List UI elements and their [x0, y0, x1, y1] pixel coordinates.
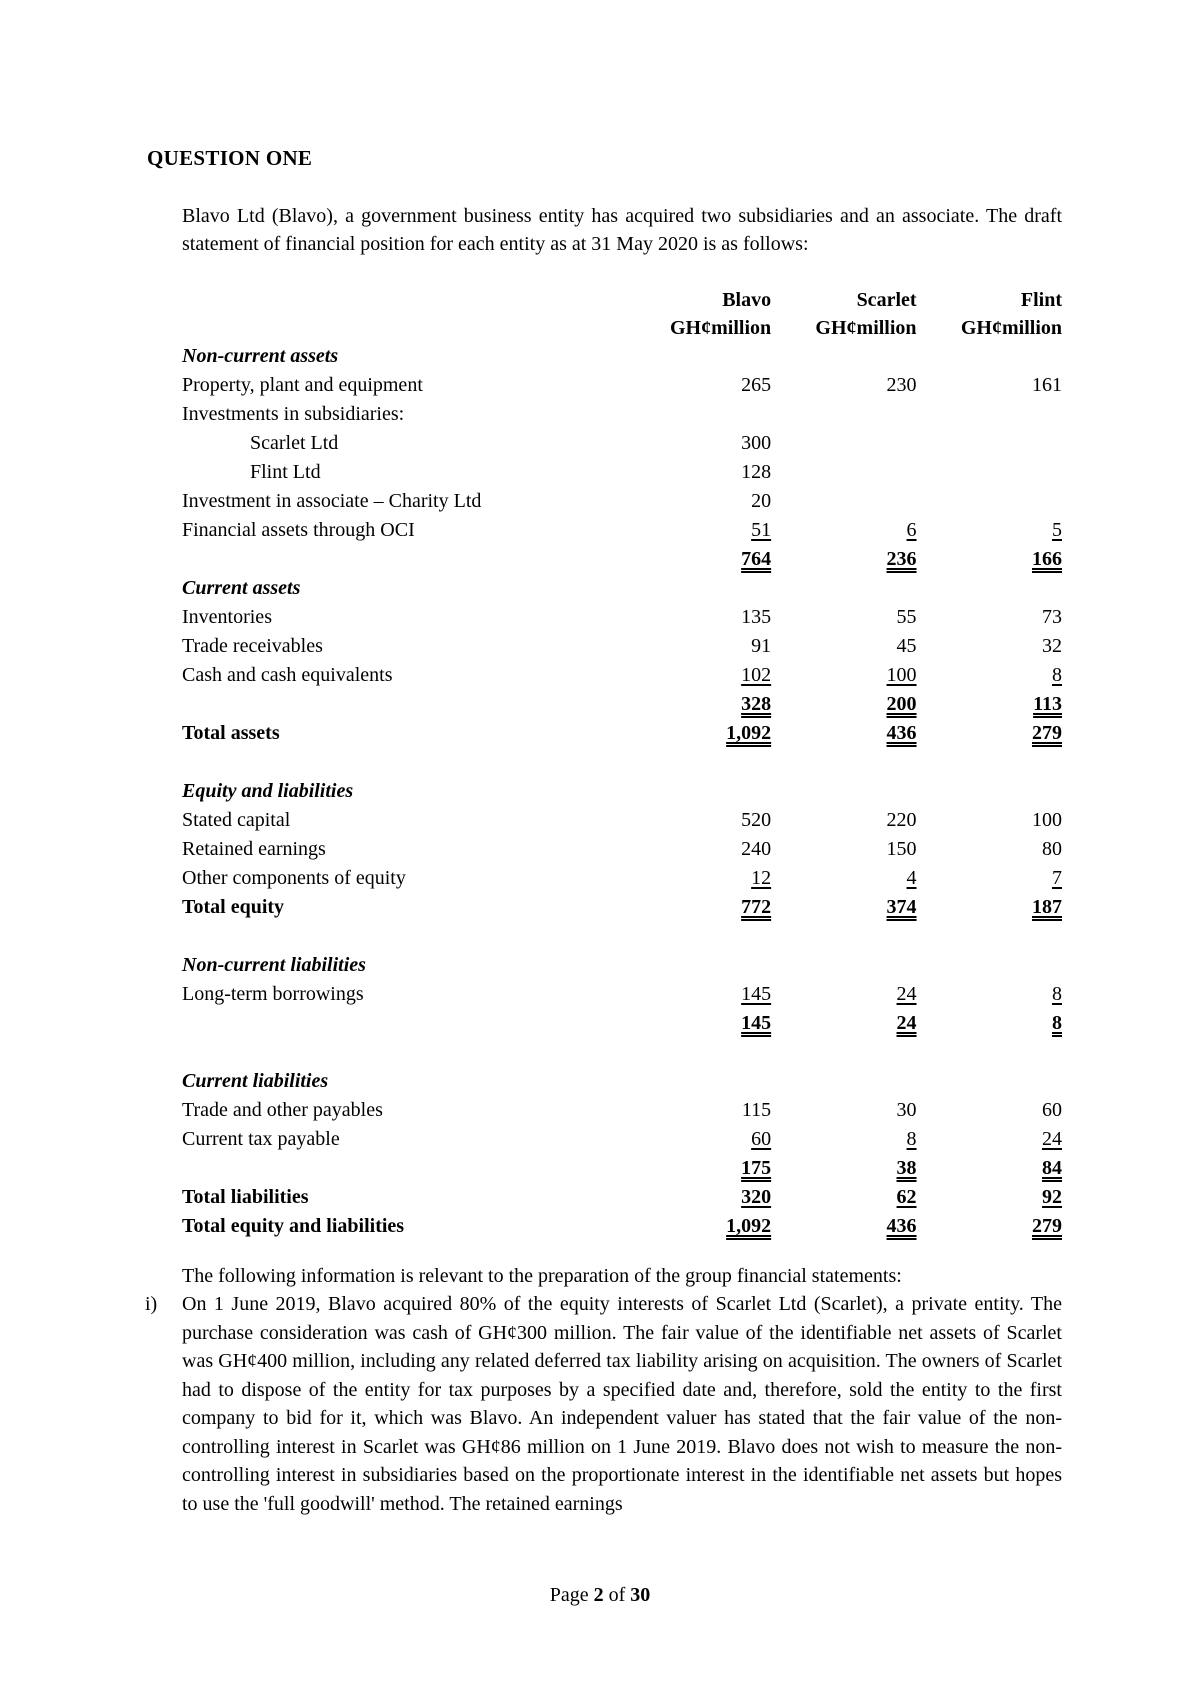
table-row: [182, 1125, 1062, 1154]
cell-value: [626, 893, 771, 922]
cell-text: 12: [751, 867, 772, 889]
cell-text: 73: [1042, 606, 1062, 628]
cell-value: [626, 690, 771, 719]
cell-value: [626, 806, 771, 835]
cell-text: 265: [741, 374, 772, 396]
table-row: [182, 980, 1062, 1009]
cell-text: 8: [906, 1128, 917, 1150]
cell-value: [771, 516, 916, 545]
financial-position-table: [182, 286, 1062, 1241]
table-row: [182, 574, 1062, 603]
table-row: [182, 690, 1062, 719]
cell-value: [626, 487, 771, 516]
row-label: [182, 690, 626, 719]
cell-text: 145: [741, 983, 772, 1005]
cell-text: 230: [886, 374, 917, 396]
cell-value: [917, 690, 1062, 719]
cell-text: 1,092: [726, 722, 772, 744]
cell-text: 374: [886, 896, 917, 918]
cell-value: [917, 458, 1062, 487]
table-row: [182, 487, 1062, 516]
cell-text: 187: [1032, 896, 1062, 918]
table-row: [182, 429, 1062, 458]
cell-value: [771, 690, 916, 719]
cell-text: 520: [741, 809, 772, 831]
table-row: [182, 777, 1062, 806]
cell-value: [917, 1183, 1062, 1212]
row-label: Current assets: [182, 577, 301, 599]
cell-value: [917, 1212, 1062, 1241]
row-label: Total equity and liabilities: [182, 1215, 405, 1237]
table-row: [182, 516, 1062, 545]
cell-value: [771, 893, 916, 922]
cell-value: [917, 1125, 1062, 1154]
cell-value: [917, 922, 1062, 951]
following-info-text: The following information is relevant to the preparation of the group financial statements:: [182, 1265, 902, 1287]
cell-value: [771, 777, 916, 806]
row-label: Total assets: [182, 722, 280, 744]
cell-text: 135: [741, 606, 772, 628]
cell-text: 51: [751, 519, 772, 541]
cell-value: [626, 661, 771, 690]
cell-text: 8: [1052, 983, 1062, 1005]
cell-value: [917, 719, 1062, 748]
question-heading: QUESTION ONE: [147, 146, 313, 170]
cell-value: [917, 545, 1062, 574]
table-row: [182, 632, 1062, 661]
cell-value: [626, 1009, 771, 1038]
cell-text: 84: [1042, 1157, 1062, 1179]
cell-value: [771, 980, 916, 1009]
cell-text: 102: [741, 664, 772, 686]
cell-value: [771, 864, 916, 893]
page-footer: [0, 1584, 1200, 1607]
cell-value: [626, 922, 771, 951]
cell-text: 145: [741, 1012, 772, 1034]
cell-value: [917, 632, 1062, 661]
footer-middle: of: [603, 1584, 631, 1606]
cell-value: [626, 1067, 771, 1096]
cell-value: [917, 1038, 1062, 1067]
table-row: [182, 1183, 1062, 1212]
cell-text: 279: [1032, 722, 1062, 744]
table-row: [182, 1067, 1062, 1096]
cell-value: [626, 574, 771, 603]
table-row: [182, 719, 1062, 748]
cell-text: 320: [741, 1186, 772, 1208]
row-label: Total liabilities: [182, 1186, 309, 1208]
table-row: [182, 748, 1062, 777]
cell-value: [626, 1038, 771, 1067]
row-label: Financial assets through OCI: [182, 519, 415, 541]
cell-text: 8: [1052, 1012, 1062, 1034]
table-row: [182, 1212, 1062, 1241]
cell-value: [917, 429, 1062, 458]
row-label: Scarlet Ltd: [250, 432, 339, 454]
row-label: Investments in subsidiaries:: [182, 403, 405, 425]
cell-text: 128: [741, 461, 772, 483]
cell-text: 166: [1032, 548, 1062, 570]
note-i-paragraph: On 1 June 2019, Blavo acquired 80% of the equity interests of Scarlet Ltd (Scarlet), a private entity. The purchase consideration was cash of GH¢300 million. The fair value of the identifiable net assets of Scarlet was GH¢400 million, including any related deferred tax liability arising on acquisition. The owners of Scarlet had to dispose of the entity for tax purposes by a specified date and, therefore, sold the entity to the first company to bid for it, which was Blavo. An independent valuer has stated that the fair value of the non-controlling interest in Scarlet was GH¢86 million on 1 June 2019. Blavo does not wish to measure the non-controlling interest in subsidiaries based on the proportionate interest in the identifiable net assets but hopes to use the 'full goodwill' method. The retained earnings: [182, 1293, 1062, 1515]
table-row: [182, 893, 1062, 922]
cell-value: [626, 864, 771, 893]
table-row: [182, 661, 1062, 690]
cell-value: [771, 1009, 916, 1038]
cell-value: [771, 1212, 916, 1241]
cell-value: [917, 864, 1062, 893]
cell-text: 175: [741, 1157, 772, 1179]
cell-value: [917, 516, 1062, 545]
row-label: Other components of equity: [182, 867, 406, 889]
cell-text: 220: [886, 809, 917, 831]
table-row: [182, 951, 1062, 980]
cell-text: 436: [886, 1215, 917, 1237]
cell-value: [771, 806, 916, 835]
cell-text: 300: [741, 432, 772, 454]
cell-value: [626, 1154, 771, 1183]
cell-text: 45: [896, 635, 917, 657]
row-label: [182, 922, 626, 951]
row-label: [182, 1009, 626, 1038]
column-header-units: [182, 314, 1062, 342]
table-row: [182, 458, 1062, 487]
cell-value: [626, 342, 771, 371]
cell-value: [771, 719, 916, 748]
row-label: Trade receivables: [182, 635, 323, 657]
table-row: [182, 864, 1062, 893]
cell-value: [771, 1183, 916, 1212]
cell-value: [626, 777, 771, 806]
table-row: [182, 342, 1062, 371]
cell-value: [771, 603, 916, 632]
cell-value: [771, 400, 916, 429]
current-page: 2: [593, 1584, 604, 1606]
row-label: [182, 748, 626, 777]
cell-text: 279: [1032, 1215, 1062, 1237]
table-row: [182, 371, 1062, 400]
row-label: [182, 1038, 626, 1067]
row-label: Investment in associate – Charity Ltd: [182, 490, 482, 512]
row-label: Total equity: [182, 896, 285, 918]
cell-text: 24: [896, 1012, 917, 1034]
cell-value: [917, 574, 1062, 603]
cell-value: [771, 835, 916, 864]
table-row: [182, 1038, 1062, 1067]
row-label: Equity and liabilities: [182, 780, 354, 802]
cell-value: [917, 951, 1062, 980]
column-name: Flint: [1020, 289, 1062, 311]
cell-text: 6: [906, 519, 917, 541]
cell-text: 62: [896, 1186, 917, 1208]
cell-value: [917, 487, 1062, 516]
cell-text: 20: [751, 490, 772, 512]
cell-value: [626, 458, 771, 487]
cell-text: 60: [1042, 1099, 1062, 1121]
table-row: [182, 1154, 1062, 1183]
row-label: Current liabilities: [182, 1070, 329, 1092]
row-label: Non-current assets: [182, 345, 339, 367]
cell-value: [917, 1096, 1062, 1125]
table-row: [182, 400, 1062, 429]
row-label: Inventories: [182, 606, 272, 628]
row-label: Trade and other payables: [182, 1099, 383, 1121]
table-row: [182, 922, 1062, 951]
cell-value: [626, 980, 771, 1009]
cell-text: 24: [896, 983, 917, 1005]
cell-value: [626, 429, 771, 458]
cell-value: [771, 748, 916, 777]
cell-value: [917, 806, 1062, 835]
cell-value: [771, 1154, 916, 1183]
cell-value: [771, 1125, 916, 1154]
cell-text: 772: [741, 896, 772, 918]
cell-text: 4: [906, 867, 917, 889]
cell-text: 100: [886, 664, 917, 686]
cell-value: [771, 1067, 916, 1096]
column-unit: GH¢million: [960, 317, 1062, 339]
table-row: [182, 806, 1062, 835]
cell-text: 24: [1042, 1128, 1062, 1150]
cell-value: [626, 516, 771, 545]
cell-value: [917, 400, 1062, 429]
cell-text: 30: [896, 1099, 917, 1121]
cell-text: 240: [741, 838, 772, 860]
table-row: [182, 1096, 1062, 1125]
cell-value: [771, 1096, 916, 1125]
cell-value: [626, 545, 771, 574]
cell-text: 7: [1052, 867, 1062, 889]
cell-value: [917, 893, 1062, 922]
cell-text: 100: [1032, 809, 1062, 831]
cell-value: [917, 342, 1062, 371]
cell-value: [771, 487, 916, 516]
cell-value: [626, 748, 771, 777]
cell-text: 80: [1042, 838, 1062, 860]
cell-value: [771, 371, 916, 400]
cell-value: [917, 1009, 1062, 1038]
cell-value: [771, 545, 916, 574]
cell-value: [771, 922, 916, 951]
cell-text: 115: [741, 1099, 772, 1121]
cell-value: [771, 429, 916, 458]
cell-text: 150: [886, 838, 917, 860]
cell-value: [771, 1038, 916, 1067]
cell-value: [917, 835, 1062, 864]
cell-text: 38: [896, 1157, 917, 1179]
cell-text: 764: [741, 548, 772, 570]
cell-value: [626, 1096, 771, 1125]
cell-text: 91: [751, 635, 772, 657]
cell-text: 55: [896, 606, 917, 628]
row-label: Cash and cash equivalents: [182, 664, 393, 686]
row-label: Long-term borrowings: [182, 983, 364, 1005]
cell-value: [626, 719, 771, 748]
cell-value: [626, 371, 771, 400]
cell-text: 92: [1042, 1186, 1062, 1208]
table-row: [182, 603, 1062, 632]
row-label: Retained earnings: [182, 838, 326, 860]
cell-value: [626, 400, 771, 429]
cell-value: [771, 458, 916, 487]
cell-value: [917, 980, 1062, 1009]
column-name: Blavo: [722, 289, 772, 311]
row-label: Current tax payable: [182, 1128, 340, 1150]
row-label: Stated capital: [182, 809, 291, 831]
cell-value: [917, 603, 1062, 632]
row-label: Non-current liabilities: [182, 954, 366, 976]
cell-value: [771, 574, 916, 603]
column-unit: GH¢million: [815, 317, 917, 339]
cell-text: 60: [751, 1128, 772, 1150]
footer-prefix: Page: [549, 1584, 594, 1606]
cell-value: [626, 1125, 771, 1154]
column-unit: GH¢million: [670, 317, 772, 339]
cell-value: [626, 1183, 771, 1212]
row-label: Flint Ltd: [250, 461, 321, 483]
cell-value: [917, 661, 1062, 690]
intro-paragraph: Blavo Ltd (Blavo), a government business entity has acquired two subsidiaries and an associate. The draft statement of financial position for each entity as at 31 May 2020 is as follows:: [182, 205, 1062, 255]
cell-value: [771, 342, 916, 371]
row-label: [182, 1154, 626, 1183]
row-label: [182, 545, 626, 574]
row-label: Property, plant and equipment: [182, 374, 423, 396]
table-row: [182, 835, 1062, 864]
cell-value: [626, 835, 771, 864]
note-marker: i): [145, 1293, 158, 1315]
cell-value: [917, 1067, 1062, 1096]
cell-text: 200: [886, 693, 917, 715]
cell-value: [771, 632, 916, 661]
cell-value: [917, 748, 1062, 777]
cell-value: [771, 661, 916, 690]
cell-text: 113: [1033, 693, 1062, 715]
cell-value: [917, 371, 1062, 400]
cell-value: [771, 951, 916, 980]
column-name: Scarlet: [856, 289, 917, 311]
cell-text: 32: [1042, 635, 1062, 657]
cell-text: 1,092: [726, 1215, 772, 1237]
cell-value: [917, 777, 1062, 806]
table-row: [182, 545, 1062, 574]
cell-value: [626, 1212, 771, 1241]
total-pages: 30: [630, 1584, 651, 1606]
cell-value: [626, 632, 771, 661]
cell-value: [917, 1154, 1062, 1183]
cell-text: 328: [741, 693, 772, 715]
cell-text: 8: [1052, 664, 1062, 686]
column-header-names: [182, 286, 1062, 314]
cell-text: 5: [1052, 519, 1062, 541]
cell-text: 436: [886, 722, 917, 744]
cell-value: [626, 603, 771, 632]
cell-text: 236: [886, 548, 917, 570]
cell-value: [626, 951, 771, 980]
cell-text: 161: [1032, 374, 1062, 396]
table-row: [182, 1009, 1062, 1038]
